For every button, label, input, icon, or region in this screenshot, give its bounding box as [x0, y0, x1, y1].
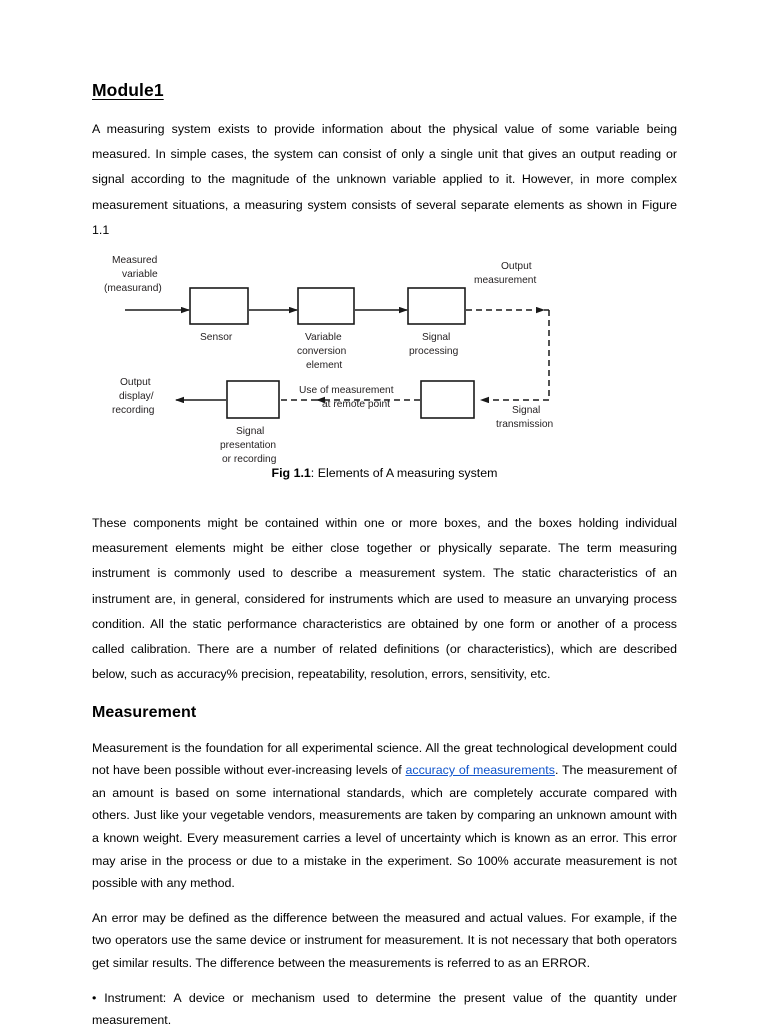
label-sensor: Sensor: [200, 332, 233, 344]
paragraph-intro: A measuring system exists to provide information about the physical value of some variable being measured. In simple cases, the system can consist of only a single unit that gives an output reading or signal according to the magnitude of the unknown variable applied to it. However, in more complex measurement situations, a measuring system consists of several separate elements as shown in Figure 1.1: [92, 122, 677, 237]
label-measured-variable-line1: Measured: [112, 255, 158, 267]
top-spacer-4: [92, 66, 677, 80]
variable-conversion-box: [298, 288, 354, 324]
accuracy-of-measurements-link[interactable]: accuracy of measurements: [405, 763, 555, 778]
label-variable-conversion-line2: conversion: [297, 346, 347, 358]
signal-presentation-box: [227, 381, 279, 418]
figure-caption: [92, 465, 677, 481]
spacer-after-title: [92, 101, 677, 117]
label-use-of-measurement-line2: at remote point: [322, 399, 390, 411]
label-measured-variable-line3: (measurand): [104, 283, 162, 295]
paragraph-measurement: [92, 737, 677, 895]
label-signal-presentation-line3: or recording: [222, 454, 277, 466]
label-output-display-line1: Output: [120, 377, 151, 389]
paragraph-error-definition: An error may be defined as the difference between the measured and actual values. For example, if the two operators use the same device or instrument for measurement. It is not necessary that both operators get similar results. The difference between the measurements is referred to as an ERROR.: [92, 910, 677, 970]
label-signal-presentation-line1: Signal: [236, 426, 265, 438]
label-use-of-measurement-line1: Use of measurement: [299, 385, 394, 397]
label-variable-conversion-line1: Variable: [305, 332, 342, 344]
paragraph-measurement-part2: . The measurement of an amount is based on some international standards, which are completely accurate compared with others. Just like your vegetable vendors, measurements are taken by comparing an unknown amount with a known weight. Every measurement carries a level of uncertainty which is known as an error. This error may arise in the process or due to a mistake in the experiment. So 100% accurate measurement is not possible with any method.: [92, 763, 678, 891]
spacer-before-measurement-heading: [92, 687, 677, 703]
signal-processing-box: [408, 288, 465, 324]
spacer-after-figure: [92, 503, 677, 511]
paragraph-measurement-part1: Measurement is the foundation for all experimental science. All the great technological development could not have been possible without ever-increasing levels of: [92, 740, 677, 778]
spacer-before-instrument-bullet: [92, 975, 677, 987]
figure-caption-text: Elements of A measuring system: [317, 466, 498, 481]
label-variable-conversion-line3: element: [306, 360, 343, 372]
top-spacer: [92, 0, 677, 22]
figure-caption-label: Fig 1.1: [271, 466, 311, 481]
sensor-box: [190, 288, 248, 324]
transmission-box: [421, 381, 474, 418]
page-content-column: [92, 0, 677, 1032]
spacer-after-measurement-heading: [92, 723, 677, 737]
figure-1-1: [92, 253, 677, 503]
label-output-measurement-line2: measurement: [474, 275, 537, 287]
bullet-instrument: • Instrument: A device or mechanism used to determine the present value of the quantity under measurement.: [92, 990, 677, 1028]
top-spacer-3: [92, 44, 677, 66]
label-signal-presentation-line2: presentation: [220, 440, 277, 452]
page-title: Module1: [92, 80, 164, 100]
section-heading-measurement: Measurement: [92, 704, 197, 722]
spacer-before-figure: [92, 243, 677, 253]
label-signal-transmission-line1: Signal: [512, 405, 541, 417]
label-signal-processing-line2: processing: [409, 346, 459, 358]
label-output-display-line3: recording: [112, 405, 155, 417]
label-output-display-line2: display/: [119, 391, 154, 403]
label-measured-variable-line2: variable: [122, 269, 158, 281]
paragraph-components: These components might be contained within one or more boxes, and the boxes holding individual measurement elements might be either close together or physically separate. The term measuring instrument is commonly used to describe a measurement system. The static characteristics of an instrument are, in general, considered for instruments which are used to measure an unvarying process condition. All the static performance characteristics are obtained by one form or another of a process called calibration. There are a number of related definitions (or characteristics), which are described below, such as accuracy% precision, repeatability, resolution, errors, sensitivity, etc.: [92, 516, 677, 682]
label-signal-transmission-line2: transmission: [496, 419, 554, 431]
spacer-before-error-paragraph: [92, 895, 677, 907]
label-output-measurement-line1: Output: [501, 261, 532, 273]
figure-caption-separator: :: [310, 466, 318, 481]
label-signal-processing-line1: Signal: [422, 332, 451, 344]
top-spacer-2: [92, 22, 677, 44]
